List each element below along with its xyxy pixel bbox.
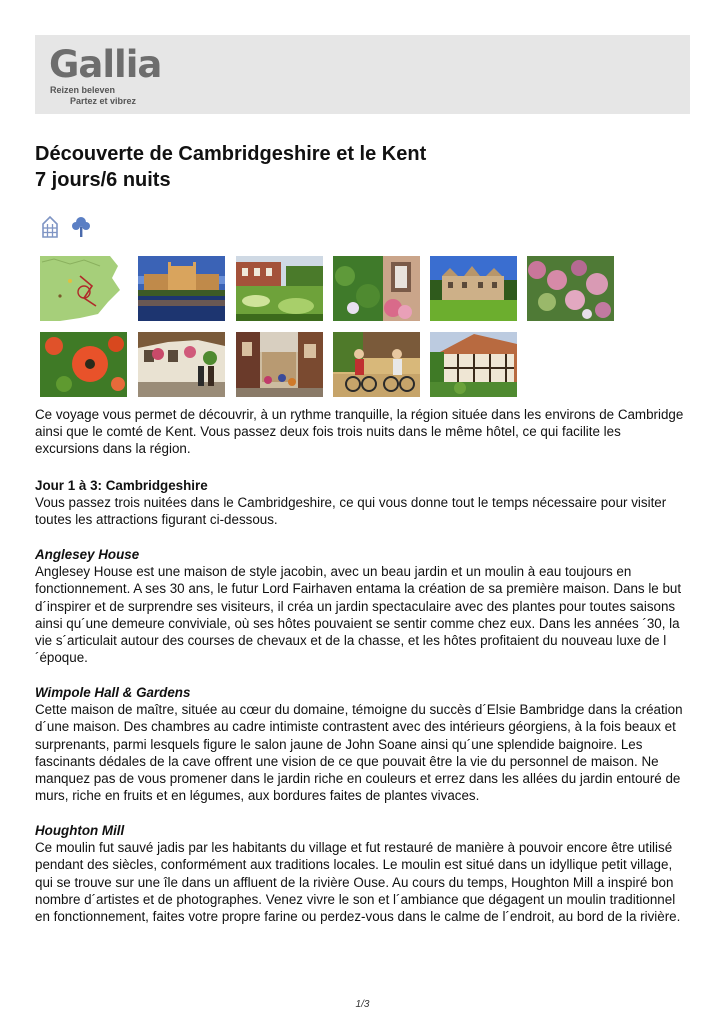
flower-border-photo (527, 256, 614, 321)
building-icon (40, 215, 60, 239)
section-heading: Houghton Mill (35, 823, 125, 838)
shopping-street-photo (236, 332, 323, 397)
poppies-photo (40, 332, 127, 397)
day-heading: Jour 1 à 3: Cambridgeshire (35, 478, 208, 493)
section-heading: Wimpole Hall & Gardens (35, 685, 191, 700)
kings-college-image (138, 256, 225, 321)
section-anglesey (35, 546, 685, 666)
half-timbered-house-image (430, 332, 517, 397)
stately-home-photo (430, 256, 517, 321)
shopping-street-image (236, 332, 323, 397)
cyclists-image (333, 332, 420, 397)
day-paragraph: Vous passez trois nuitées dans le Cambridgeshire, ce qui vous donne tout le temps nécessaire pour visiter toutes les attractions figurant ci-dessous. (35, 495, 667, 528)
map-photo (40, 256, 127, 321)
ivy-house-image (333, 256, 420, 321)
day-block (35, 477, 685, 529)
map-image (40, 256, 127, 321)
section-houghton (35, 822, 685, 925)
poppies-image (40, 332, 127, 397)
brand-tagline-2: Partez et vibrez (70, 96, 137, 106)
manor-garden-photo (236, 256, 323, 321)
kings-college-photo (138, 256, 225, 321)
half-timbered-house-photo (430, 332, 517, 397)
ivy-house-photo (333, 256, 420, 321)
section-wimpole (35, 684, 685, 804)
tree-icon (70, 215, 92, 239)
header-banner (35, 35, 690, 114)
stately-home-image (430, 256, 517, 321)
title-line-2: 7 jours/6 nuits (35, 169, 171, 191)
manor-garden-image (236, 256, 323, 321)
flower-border-image (527, 256, 614, 321)
brand-tagline-1: Reizen beleven (50, 85, 116, 95)
brand-logo: Gallia (49, 43, 162, 86)
title-line-1: Découverte de Cambridgeshire et le Kent (35, 143, 427, 165)
page-number: 1/3 (355, 999, 370, 1010)
section-heading: Anglesey House (35, 547, 140, 562)
section-paragraph: Cette maison de maître, située au cœur du domaine, témoigne du succès d´Elsie Bambridge dans la création d´une maison. Des chambres au cadre intimiste contrastent avec des intérieurs géorgiens, à la fois beaux et surprenants, parmi lesquels figure le salon jaune de John Soane ainsi qu´une splendide baignoire. Les fascinants dédales de la cave offrent une vision de ce que pouvait être la vie du personnel de maison. Ne manquez pas de vous promener dans le jardin riche en couleurs et errez dans les allées du jardin entouré de murs, riche en fruits et en légumes, aux bordures faites de plantes vivaces. (35, 702, 683, 804)
section-paragraph: Ce moulin fut sauvé jadis par les habitants du village et fut restauré de manière à pouvoir encore être utilisé pendant des siècles, conformément aux traditions locales. Le moulin est situé dans un idyllique petit village, qui se trouve sur une île dans un affluent de la rivière Ouse. Au cours du temps, Houghton Mill a inspiré bon nombre d´artistes et de photographes. Venez vivre le son et l´ambiance que dégagent un moulin traditionnel en fonctionnement, faites votre propre farine ou perdez-vous dans le calme de l´endroit, au bord de la rivière. (35, 840, 681, 925)
intro-paragraph: Ce voyage vous permet de découvrir, à un rythme tranquille, la région située dans les environs de Cambridge ainsi que le comté de Kent. Vous passez deux fois trois nuits dans le même hôtel, ce qui facilite les excursions dans la région. (35, 407, 684, 457)
section-paragraph: Anglesey House est une maison de style jacobin, avec un beau jardin et un moulin à eau toujours en fonctionnement. A ses 30 ans, le futur Lord Fairhaven entama la création de sa première maison. Dans le but d´inspirer et de surprendre ses visiteurs, il créa un jardin spectaculaire avec des plantes pour toutes saisons ainsi qu´une demeure conviviale, où ses hôtes pouvaient se sentir comme chez eux. Dans les années ´30, la vie s´articulait autour des courses de chevaux et de la chasse, et les hôtes profitaient du nouveau luxe de l´époque. (35, 564, 682, 666)
cyclists-photo (333, 332, 420, 397)
page-title (35, 141, 426, 193)
village-street-photo (138, 332, 225, 397)
village-street-image (138, 332, 225, 397)
